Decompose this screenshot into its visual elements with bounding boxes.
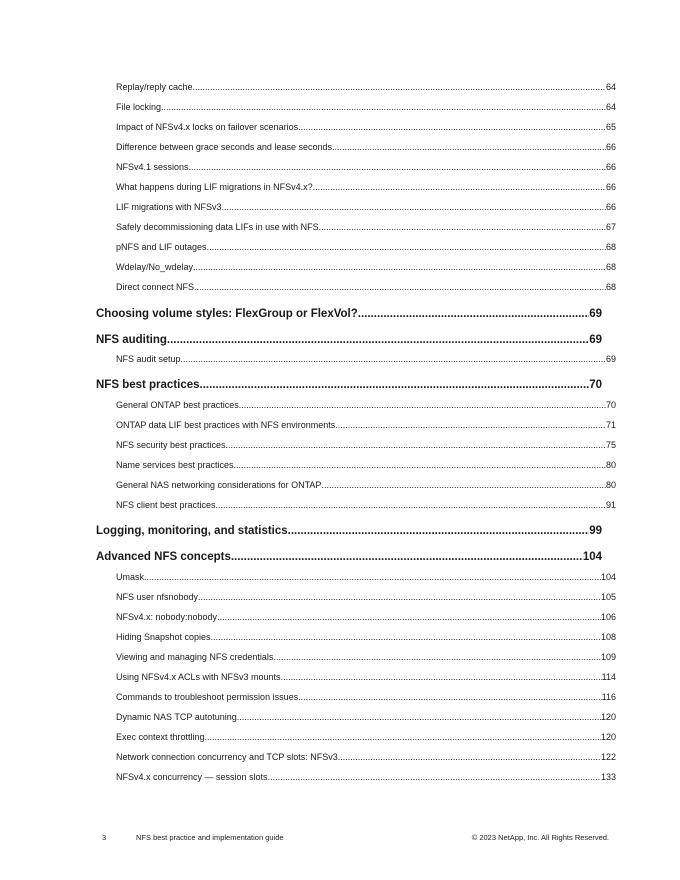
toc-entry-page: 108 [600, 632, 616, 642]
toc-leader-dots [237, 711, 601, 723]
toc-entry[interactable] [116, 459, 616, 471]
toc-entry[interactable] [116, 651, 616, 663]
toc-entry[interactable] [116, 691, 616, 703]
toc-leader-dots [193, 261, 606, 273]
toc-entry[interactable] [116, 671, 616, 683]
toc-leader-dots [319, 221, 606, 233]
toc-entry-page: 104 [582, 551, 602, 563]
toc-entry[interactable] [116, 121, 616, 133]
toc-entry[interactable] [116, 439, 616, 451]
toc-entry-page: 120 [600, 732, 616, 742]
toc-entry-page: 66 [605, 182, 616, 192]
toc-entry-page: 66 [605, 162, 616, 172]
toc-entry[interactable] [116, 499, 616, 511]
toc-leader-dots [167, 333, 589, 347]
toc-leader-dots [144, 571, 601, 583]
toc-entry-title: NFS best practices [96, 379, 200, 391]
toc-entry-title: Logging, monitoring, and statistics [96, 525, 288, 537]
toc-leader-dots [200, 378, 590, 392]
toc-leader-dots [298, 121, 606, 133]
toc-entry-page: 65 [605, 122, 616, 132]
toc-entry-page: 66 [605, 142, 616, 152]
toc-entry-page: 67 [605, 222, 616, 232]
toc-entry[interactable] [116, 181, 616, 193]
toc-entry-page: 99 [589, 525, 602, 537]
toc-entry[interactable] [116, 751, 616, 763]
footer-page-number: 3 [102, 833, 107, 842]
toc-entry-page: 133 [600, 772, 616, 782]
toc-entry[interactable] [116, 101, 616, 113]
toc-entry[interactable] [116, 141, 616, 153]
toc-entry-title: NFS security best practices [116, 440, 226, 450]
toc-entry-title: Advanced NFS concepts [96, 551, 231, 563]
toc-entry-page: 105 [600, 592, 616, 602]
toc-leader-dots [313, 181, 606, 193]
toc-entry-title: Viewing and managing NFS credentials [116, 652, 274, 662]
toc-entry-title: LIF migrations with NFSv3 [116, 202, 222, 212]
toc-leader-dots [332, 141, 606, 153]
toc-entry-page: 80 [605, 480, 616, 490]
toc-leader-dots [189, 161, 606, 173]
toc-entry-title: ONTAP data LIF best practices with NFS environments [116, 420, 336, 430]
toc-entry-title: Replay/reply cache [116, 82, 193, 92]
toc-entry-title: General ONTAP best practices [116, 400, 239, 410]
toc-entry-page: 70 [605, 400, 616, 410]
toc-entry[interactable] [116, 201, 616, 213]
toc-entry-title: Exec context throttling [116, 732, 205, 742]
toc-entry-title: What happens during LIF migrations in NFSv4.x? [116, 182, 313, 192]
toc-entry-title: NFS auditing [96, 334, 167, 346]
toc-entry[interactable] [116, 731, 616, 743]
toc-entry-page: 70 [589, 379, 602, 391]
toc-leader-dots [207, 241, 606, 253]
toc-entry-title: pNFS and LIF outages [116, 242, 207, 252]
toc-entry-page: 104 [600, 572, 616, 582]
toc-entry-page: 106 [600, 612, 616, 622]
toc-section-entry[interactable] [96, 550, 602, 564]
toc-entry-title: Commands to troubleshoot permission issues [116, 692, 299, 702]
toc-section-entry[interactable] [96, 378, 602, 392]
toc-leader-dots [231, 550, 583, 564]
toc-leader-dots [205, 731, 601, 743]
toc-entry-page: 120 [600, 712, 616, 722]
toc-leader-dots [239, 399, 606, 411]
toc-entry-title: NFS audit setup [116, 354, 181, 364]
toc-entry-title: NFSv4.1 sessions [116, 162, 189, 172]
toc-entry-page: 68 [605, 282, 616, 292]
toc-leader-dots [288, 524, 590, 538]
toc-leader-dots [321, 479, 606, 491]
toc-entry-title: General NAS networking considerations for ONTAP [116, 480, 322, 490]
toc-leader-dots [216, 499, 606, 511]
toc-leader-dots [298, 691, 602, 703]
toc-entry-title: NFS client best practices [116, 500, 216, 510]
toc-section-entry[interactable] [96, 307, 602, 321]
toc-section-entry[interactable] [96, 333, 602, 347]
toc-entry-page: 68 [605, 262, 616, 272]
toc-entry-page: 69 [589, 308, 602, 320]
toc-entry-title: Dynamic NAS TCP autotuning [116, 712, 237, 722]
toc-leader-dots [226, 439, 606, 451]
toc-entry-page: 80 [605, 460, 616, 470]
toc-leader-dots [161, 101, 606, 113]
toc-entry[interactable] [116, 479, 616, 491]
toc-entry[interactable] [116, 419, 616, 431]
toc-entry[interactable] [116, 81, 616, 93]
toc-entry[interactable] [116, 611, 616, 623]
toc-entry-title: Safely decommissioning data LIFs in use with NFS [116, 222, 319, 232]
toc-entry[interactable] [116, 161, 616, 173]
toc-entry[interactable] [116, 221, 616, 233]
toc-entry-page: 75 [605, 440, 616, 450]
toc-leader-dots [273, 651, 601, 663]
toc-entry-page: 91 [605, 500, 616, 510]
toc-entry[interactable] [116, 353, 616, 365]
toc-entry[interactable] [116, 399, 616, 411]
toc-entry-page: 64 [605, 82, 616, 92]
toc-leader-dots [193, 81, 606, 93]
toc-entry-title: NFSv4.x concurrency — session slots [116, 772, 268, 782]
toc-leader-dots [211, 631, 601, 643]
toc-entry-page: 68 [605, 242, 616, 252]
toc-leader-dots [217, 611, 601, 623]
toc-entry-title: Name services best practices [116, 460, 234, 470]
toc-entry-page: 109 [600, 652, 616, 662]
toc-leader-dots [335, 419, 606, 431]
toc-entry[interactable] [116, 261, 616, 273]
toc-entry-page: 71 [605, 420, 616, 430]
toc-entry-title: Hiding Snapshot copies [116, 632, 211, 642]
toc-leader-dots [281, 671, 602, 683]
toc-entry-title: Network connection concurrency and TCP slots: NFSv3 [116, 752, 338, 762]
toc-entry[interactable] [116, 281, 616, 293]
toc-leader-dots [194, 281, 606, 293]
toc-entry-title: Umask [116, 572, 145, 582]
toc-entry-page: 114 [601, 672, 616, 682]
toc-entry-page: 64 [605, 102, 616, 112]
toc-leader-dots [358, 307, 589, 321]
toc-entry-page: 69 [589, 334, 602, 346]
toc-section-entry[interactable] [96, 524, 602, 538]
toc-leader-dots [268, 771, 601, 783]
toc-entry[interactable] [116, 711, 616, 723]
toc-entry-title: NFS user nfsnobody [116, 592, 199, 602]
toc-entry-title: NFSv4.x: nobody:nobody [116, 612, 218, 622]
footer-document-title: NFS best practice and implementation guide [136, 833, 284, 842]
toc-entry-title: File locking [116, 102, 162, 112]
toc-entry[interactable] [116, 771, 616, 783]
toc-entry-title: Wdelay/No_wdelay [116, 262, 194, 272]
toc-entry-title: Using NFSv4.x ACLs with NFSv3 mounts [116, 672, 281, 682]
toc-entry-page: 116 [601, 692, 616, 702]
toc-entry[interactable] [116, 631, 616, 643]
toc-leader-dots [222, 201, 606, 213]
toc-entry-title: Direct connect NFS [116, 282, 195, 292]
footer-copyright: © 2023 NetApp, Inc. All Rights Reserved. [471, 833, 609, 842]
toc-entry[interactable] [116, 571, 616, 583]
toc-leader-dots [181, 353, 606, 365]
toc-entry-page: 122 [600, 752, 616, 762]
toc-entry-title: Choosing volume styles: FlexGroup or FlexVol? [96, 308, 358, 320]
toc-leader-dots [338, 751, 601, 763]
toc-leader-dots [198, 591, 601, 603]
toc-entry-title: Impact of NFSv4.x locks on failover scenarios [116, 122, 299, 132]
toc-entry-title: Difference between grace seconds and lease seconds [116, 142, 332, 152]
toc-entry[interactable] [116, 241, 616, 253]
toc-entry-page: 66 [605, 202, 616, 212]
toc-entry-page: 69 [605, 354, 616, 364]
toc-entry[interactable] [116, 591, 616, 603]
toc-leader-dots [234, 459, 606, 471]
page-footer [0, 831, 680, 845]
